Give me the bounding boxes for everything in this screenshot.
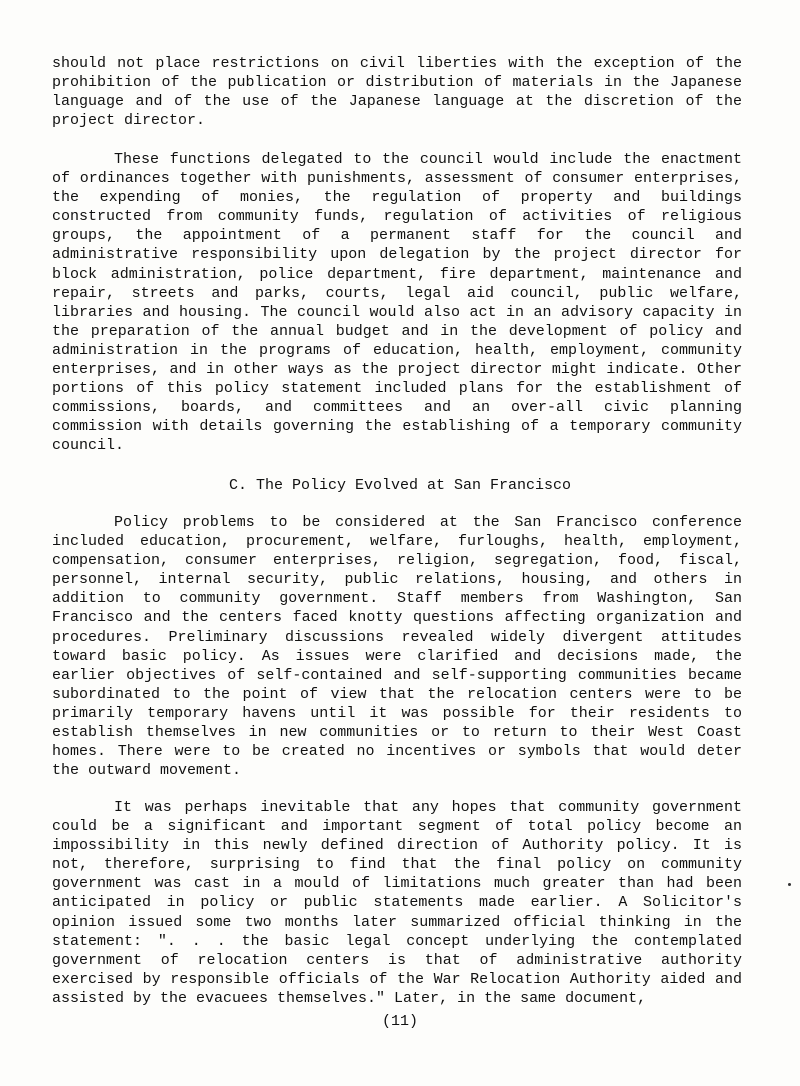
paragraph-1: should not place restrictions on civil liberties with the exception of the prohibition of the publication or distribution of materials in the Japanese language and of the use of the Japanese language at the discretion of the project director.: [52, 55, 742, 130]
paragraph-2: These functions delegated to the council would include the enactment of ordinances together with punishments, assessment of consumer enterprises, the expending of monies, the regulation of property and buildings constructed from community funds, regulation of activities of religious groups, the appointment of a permanent staff for the council and administrative responsibility upon delegation by the project director for block administration, police department, fire department, maintenance and repair, streets and parks, courts, legal aid council, public welfare, libraries and housing. The council would also act in an advisory capacity in the preparation of the annual budget and in the development of policy and administration in the programs of education, health, employment, community enterprises, and in other ways as the project director might indicate. Other portions of this policy statement included plans for the establishment of commissions, boards, and committees and an over-all civic planning commission with details governing the establishing of a temporary community council.: [52, 151, 742, 455]
paper-speck: [788, 883, 791, 886]
paragraph-3: Policy problems to be considered at the San Francisco conference included education, procurement, welfare, furloughs, health, employment, compensation, consumer enterprises, religion, segregation, food, fiscal, personnel, internal security, public relations, housing, and others in addition to community government. Staff members from Washington, San Francisco and the centers faced knotty questions affecting organization and procedures. Preliminary discussions revealed widely divergent attitudes toward basic policy. As issues were clarified and decisions made, the earlier objectives of self-contained and self-supporting communities became subordinated to the point of view that the relocation centers were to be primarily temporary havens until it was possible for their residents to establish themselves in new communities or to return to their West Coast homes. There were to be created no incentives or symbols that would deter the outward movement.: [52, 514, 742, 780]
paragraph-4: It was perhaps inevitable that any hopes that community government could be a significant and important segment of total policy become an impossibility in this newly defined direction of Authority policy. It is not, therefore, surprising to find that the final policy on community government was cast in a mould of limitations much greater than had been anticipated in policy or public statements made earlier. A Solicitor's opinion issued some two months later summarized official thinking in the statement: ". . . the basic legal concept underlying the contemplated government of relocation centers is that of administrative authority exercised by responsible officials of the War Relocation Authority aided and assisted by the evacuees themselves." Later, in the same document,: [52, 799, 742, 1007]
page-number: (11): [381, 1013, 418, 1030]
section-heading: C. The Policy Evolved at San Francisco: [228, 477, 572, 494]
